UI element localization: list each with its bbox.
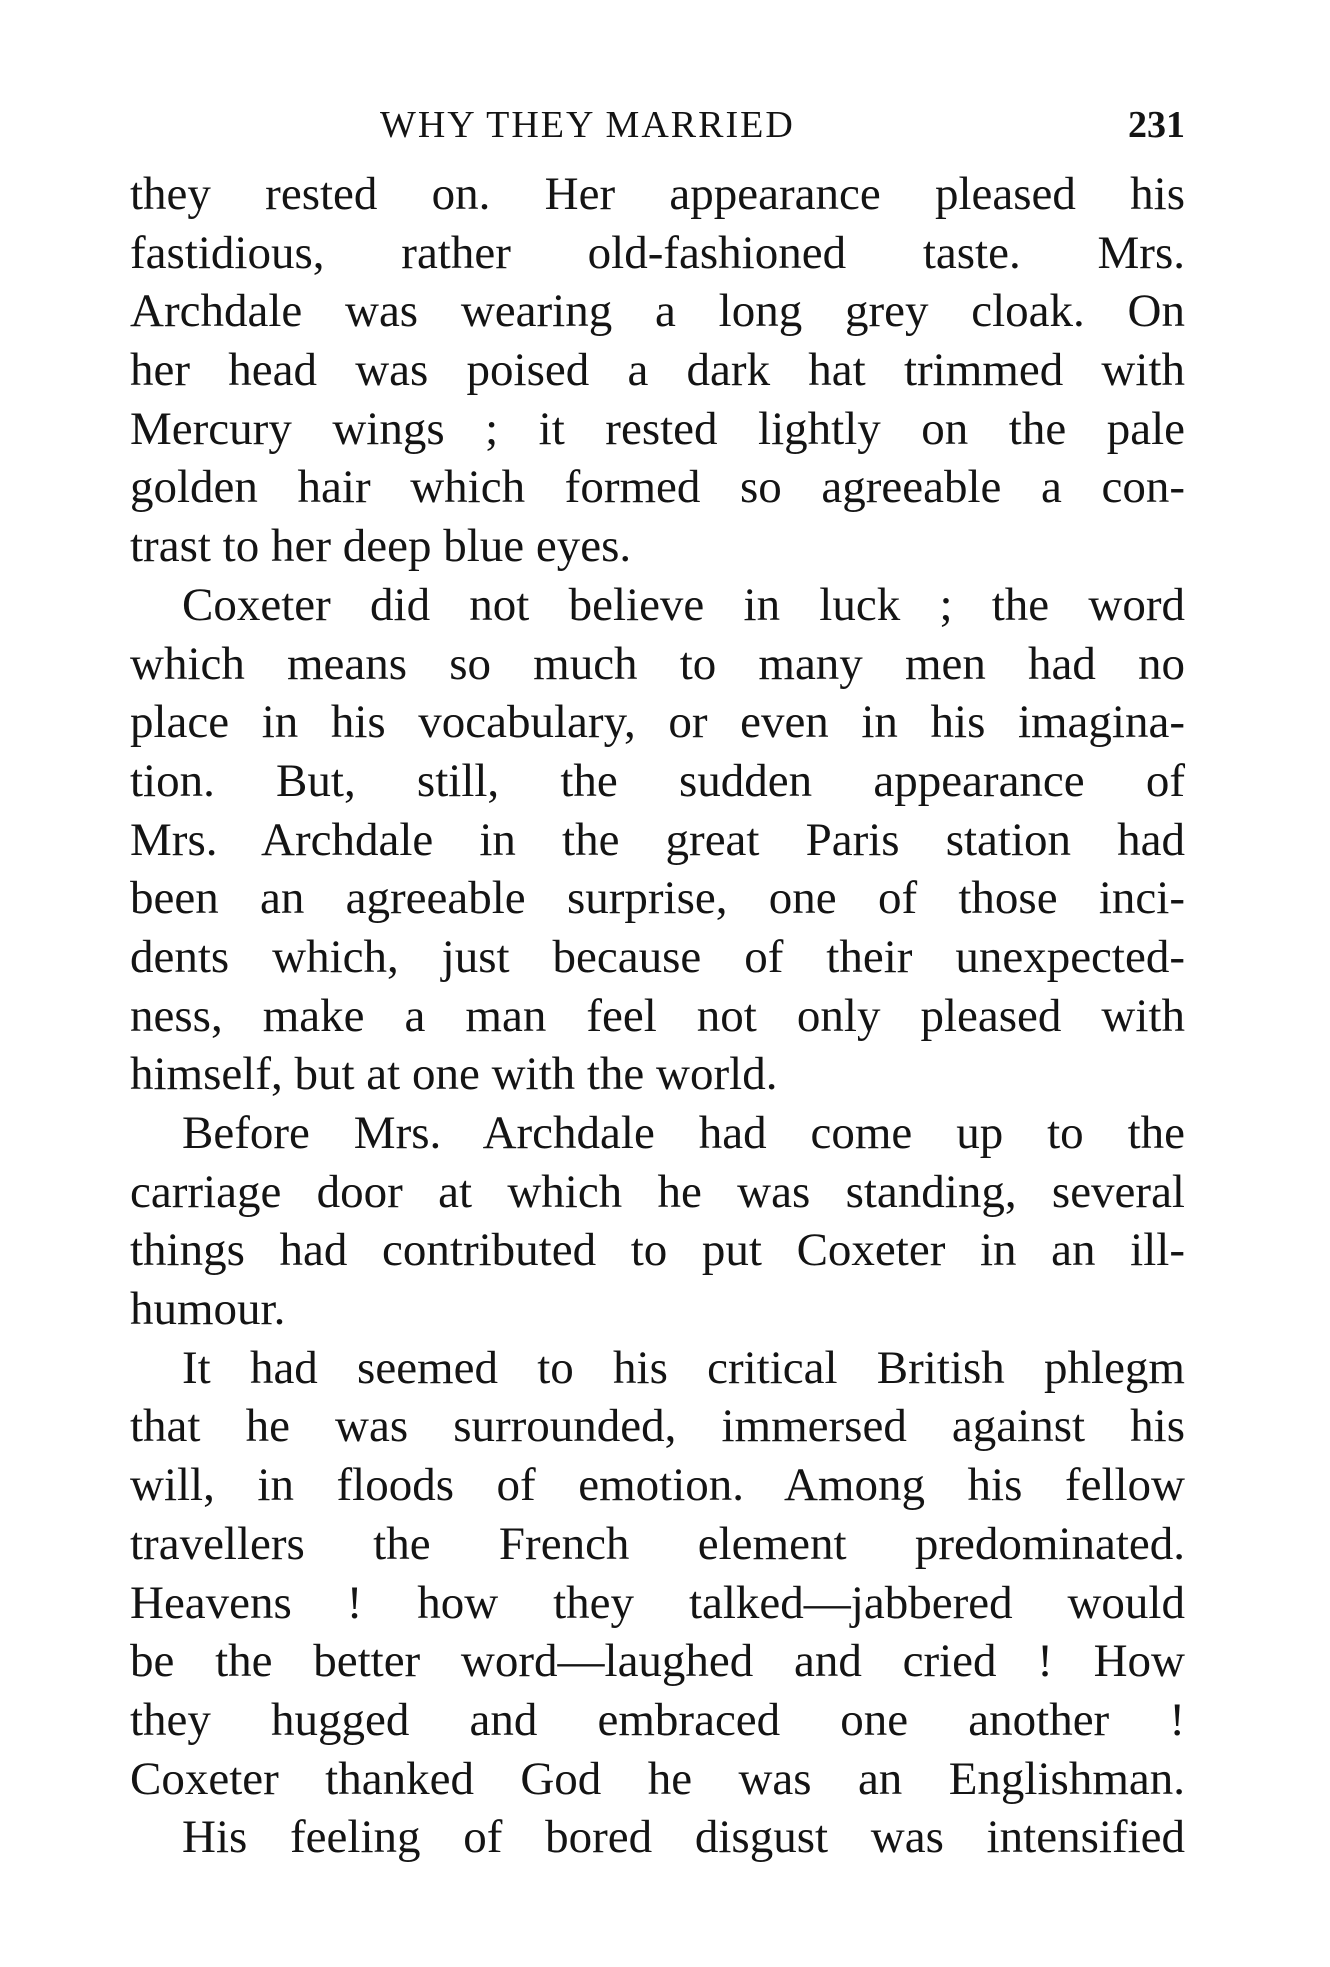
text-line: ness, make a man feel not only pleased with <box>130 989 1185 1042</box>
text-line: travellers the French element predominated. <box>130 1517 1185 1570</box>
text-line: humour. <box>130 1283 286 1336</box>
running-head <box>130 95 1185 155</box>
text-line: they hugged and embraced one another ! <box>130 1693 1185 1746</box>
text-line: Mrs. Archdale in the great Paris station had <box>130 813 1185 866</box>
text-line: dents which, just because of their unexpected- <box>130 930 1185 983</box>
text-line: Archdale was wearing a long grey cloak. On <box>130 285 1185 338</box>
text-line: Coxeter thanked God he was an Englishman. <box>130 1752 1185 1805</box>
text-line: golden hair which formed so agreeable a con- <box>130 461 1185 514</box>
text-line: Mercury wings ; it rested lightly on the pale <box>130 402 1185 455</box>
text-line: fastidious, rather old-fashioned taste. Mrs. <box>130 226 1185 279</box>
paragraph-start-line: Before Mrs. Archdale had come up to the <box>182 1107 1185 1159</box>
body-text <box>130 165 1185 1867</box>
text-line: place in his vocabulary, or even in his imagina- <box>130 696 1185 749</box>
text-line: they rested on. Her appearance pleased his <box>130 168 1185 220</box>
paragraph-start-line: His feeling of bored disgust was intensified <box>182 1811 1185 1864</box>
text-line: be the better word—laughed and cried ! How <box>130 1635 1185 1688</box>
text-line: Heavens ! how they talked—jabbered would <box>130 1576 1185 1629</box>
text-line: will, in floods of emotion. Among his fellow <box>130 1459 1185 1512</box>
running-title: WHY THEY MARRIED <box>380 104 795 146</box>
text-line: that he was surrounded, immersed against his <box>130 1400 1185 1453</box>
text-line: carriage door at which he was standing, several <box>130 1165 1185 1218</box>
text-line: tion. But, still, the sudden appearance of <box>130 754 1185 807</box>
paragraph-start-line: Coxeter did not believe in luck ; the word <box>182 578 1185 631</box>
text-line: himself, but at one with the world. <box>130 1048 778 1101</box>
text-line: things had contributed to put Coxeter in an ill- <box>130 1224 1185 1277</box>
paragraph-start-line: It had seemed to his critical British phlegm <box>182 1341 1185 1394</box>
text-line: been an agreeable surprise, one of those inci- <box>130 872 1185 925</box>
page-number: 231 <box>1128 104 1185 146</box>
text-line: her head was poised a dark hat trimmed with <box>130 344 1185 397</box>
text-line: trast to her deep blue eyes. <box>130 520 632 573</box>
text-line: which means so much to many men had no <box>130 637 1185 690</box>
